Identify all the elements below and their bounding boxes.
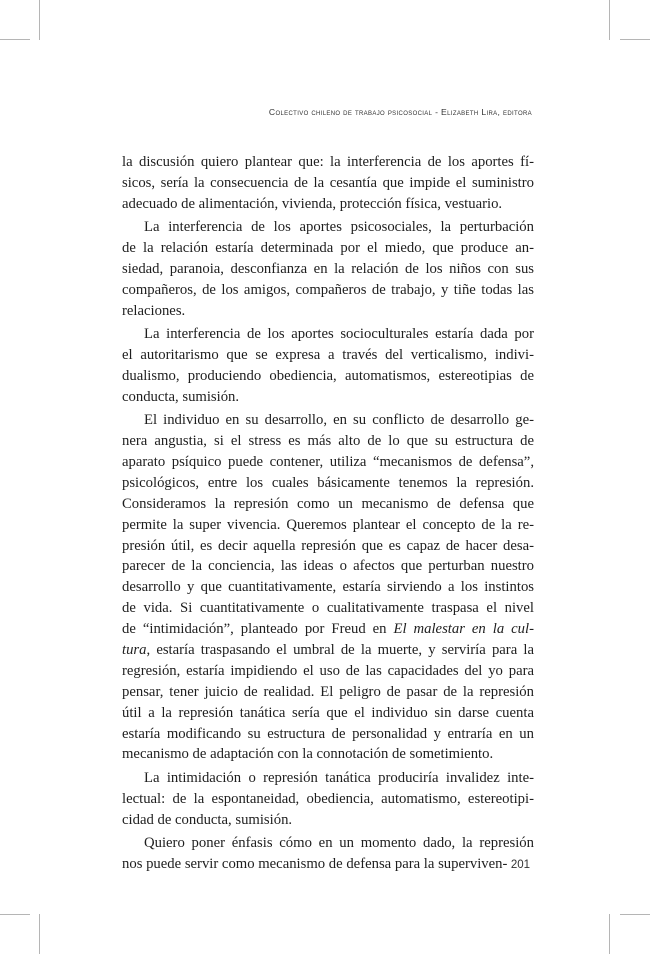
text-line: aparato psíquico puede contener, utiliza “mecanismos de defensa”, bbox=[122, 453, 534, 470]
text-line: dualismo, produciendo obediencia, automatismos, estereotipias de bbox=[122, 367, 534, 384]
text-line: cidad de conducta, sumisión. bbox=[122, 811, 293, 828]
text-line: sicos, sería la consecuencia de la cesantía que impide el suministro bbox=[122, 174, 534, 191]
paragraph bbox=[122, 768, 534, 831]
text-line: mecanismo de adaptación con la connotación de sometimiento. bbox=[122, 746, 494, 763]
text-line: La interferencia de los aportes psicosociales, la perturbación bbox=[144, 219, 534, 236]
crop-mark bbox=[39, 914, 40, 954]
text-line: conducta, sumisión. bbox=[122, 388, 240, 405]
text-line: desarrollo y que cuantitativamente, estaría sirviendo a los instintos bbox=[122, 579, 534, 596]
text-line: permite la super vivencia. Queremos plantear el concepto de la re- bbox=[122, 516, 534, 533]
text-line: Consideramos la represión como un mecanismo de defensa que bbox=[122, 495, 534, 512]
text-line bbox=[122, 640, 534, 661]
paragraph bbox=[122, 324, 534, 408]
text-line: siedad, paranoia, desconfianza en la relación de los niños con sus bbox=[122, 260, 534, 277]
text-run: de “intimidación”, planteado por Freud en bbox=[122, 621, 394, 638]
crop-mark bbox=[0, 39, 30, 40]
book-title-italic: El malestar en la cul- bbox=[393, 621, 534, 638]
text-line: presión útil, es decir aquella represión que es capaz de hacer desa- bbox=[122, 537, 534, 554]
text-line: estaría modificando su estructura de personalidad y entraría en un bbox=[122, 725, 534, 742]
text-line: nos puede servir como mecanismo de defensa para la superviven- bbox=[122, 855, 508, 872]
crop-mark bbox=[0, 914, 30, 915]
text-line: Quiero poner énfasis cómo en un momento dado, la represión bbox=[144, 835, 534, 851]
text-line: pensar, tener juicio de realidad. El peligro de pasar de la represión bbox=[122, 683, 534, 700]
crop-mark bbox=[39, 0, 40, 40]
crop-mark bbox=[609, 914, 610, 954]
text-line: regresión, estaría impidiendo el uso de las capacidades del yo para bbox=[122, 662, 534, 679]
text-line: relaciones. bbox=[122, 302, 186, 319]
paragraph bbox=[122, 152, 534, 215]
paragraph bbox=[122, 410, 534, 765]
text-run: , estaría traspasando el umbral de la muerte, y serviría para la bbox=[146, 641, 534, 658]
text-line: adecuado de alimentación, vivienda, protección física, vestuario. bbox=[122, 195, 503, 212]
text-line bbox=[122, 619, 534, 640]
crop-mark bbox=[620, 914, 650, 915]
crop-mark bbox=[620, 39, 650, 40]
text-line: el autoritarismo que se expresa a través del verticalismo, indivi- bbox=[122, 347, 534, 364]
crop-mark bbox=[609, 0, 610, 40]
body-text bbox=[122, 152, 534, 875]
page-number: 201 bbox=[510, 859, 530, 871]
text-line: psicológicos, entre los cuales básicamente tenemos la represión. bbox=[122, 474, 534, 491]
text-line: la discusión quiero plantear que: la interferencia de los aportes fí- bbox=[122, 154, 534, 170]
text-line: La intimidación o represión tanática produciría invalidez inte- bbox=[144, 769, 534, 786]
text-line: parecer de la conciencia, las ideas o afectos que perturban nuestro bbox=[122, 558, 534, 575]
text-line: de la relación estaría determinada por el miedo, que produce an- bbox=[122, 240, 534, 257]
text-line: de vida. Si cuantitativamente o cualitativamente traspasa el nivel bbox=[122, 600, 534, 617]
paragraph bbox=[122, 833, 534, 875]
text-line: El individuo en su desarrollo, en su conflicto de desarrollo ge- bbox=[144, 412, 534, 429]
paragraph bbox=[122, 217, 534, 321]
text-line: nera angustia, si el stress es más alto de lo que su estructura de bbox=[122, 433, 534, 450]
text-line: compañeros, de los amigos, compañeros de trabajo, y tiñe todas las bbox=[122, 281, 534, 298]
text-line: La interferencia de los aportes socioculturales estaría dada por bbox=[144, 326, 534, 343]
text-line: útil a la represión tanática sería que el individuo sin darse cuenta bbox=[122, 704, 534, 721]
text-line: lectual: de la espontaneidad, obediencia, automatismo, estereotipi- bbox=[122, 790, 534, 807]
book-title-italic: tura bbox=[122, 641, 147, 658]
running-head: Colectivo chileno de trabajo psicosocial - Elizabeth Lira, editora bbox=[268, 107, 532, 117]
